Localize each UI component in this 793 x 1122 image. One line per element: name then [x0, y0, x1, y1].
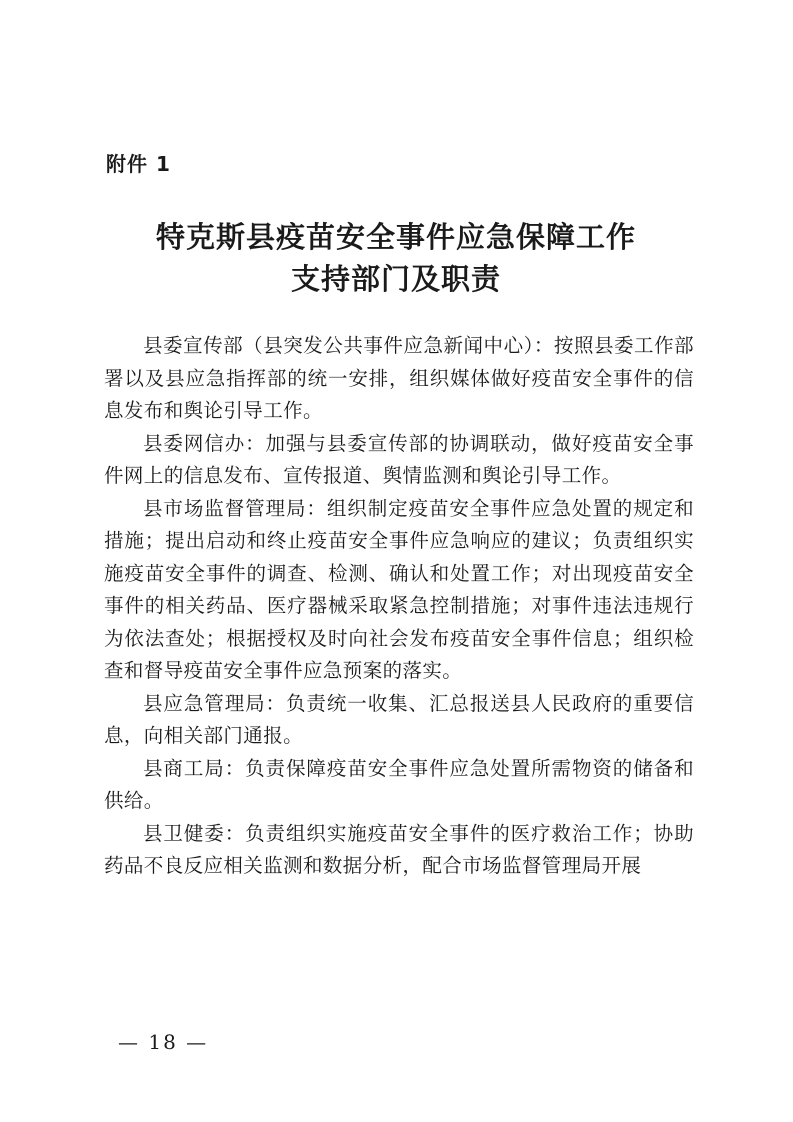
- paragraph-propaganda-dept: 县委宣传部（县突发公共事件应急新闻中心）：按照县委工作部署以及县应急指挥部的统一安排，组织媒体做好疫苗安全事件的信息发布和舆论引导工作。: [104, 334, 694, 422]
- paragraph-health-commission: 县卫健委：负责组织实施疫苗安全事件的医疗救治工作；协助药品不良反应相关监测和数据分析，配合市场监督管理局开展: [104, 821, 694, 877]
- document-title-line-2: 支持部门及职责: [290, 262, 501, 296]
- page-number: — 18 —: [118, 1030, 209, 1054]
- document-title-line-1: 特克斯县疫苗安全事件应急保障工作: [155, 220, 636, 254]
- paragraph-market-regulation: 县市场监督管理局：组织制定疫苗安全事件应急处置的规定和措施；提出启动和终止疫苗安全事件应急响应的建议；负责组织实施疫苗安全事件的调查、检测、确认和处置工作；对出现疫苗安全事件的相关药品、医疗器械采取紧急控制措施；对事件违法违规行为依法查处；根据授权及时向社会发布疫苗安全事件信息；组织检查和督导疫苗安全事件应急预案的落实。: [104, 496, 694, 682]
- paragraph-commerce-bureau: 县商工局：负责保障疫苗安全事件应急处置所需物资的储备和供给。: [104, 756, 694, 812]
- paragraph-cyberspace-office: 县委网信办：加强与县委宣传部的协调联动，做好疫苗安全事件网上的信息发布、宣传报道、舆情监测和舆论引导工作。: [104, 431, 694, 487]
- attachment-label: 附件 1: [106, 152, 171, 176]
- document-body: [104, 330, 694, 883]
- paragraph-emergency-management: 县应急管理局：负责统一收集、汇总报送县人民政府的重要信息，向相关部门通报。: [104, 691, 694, 747]
